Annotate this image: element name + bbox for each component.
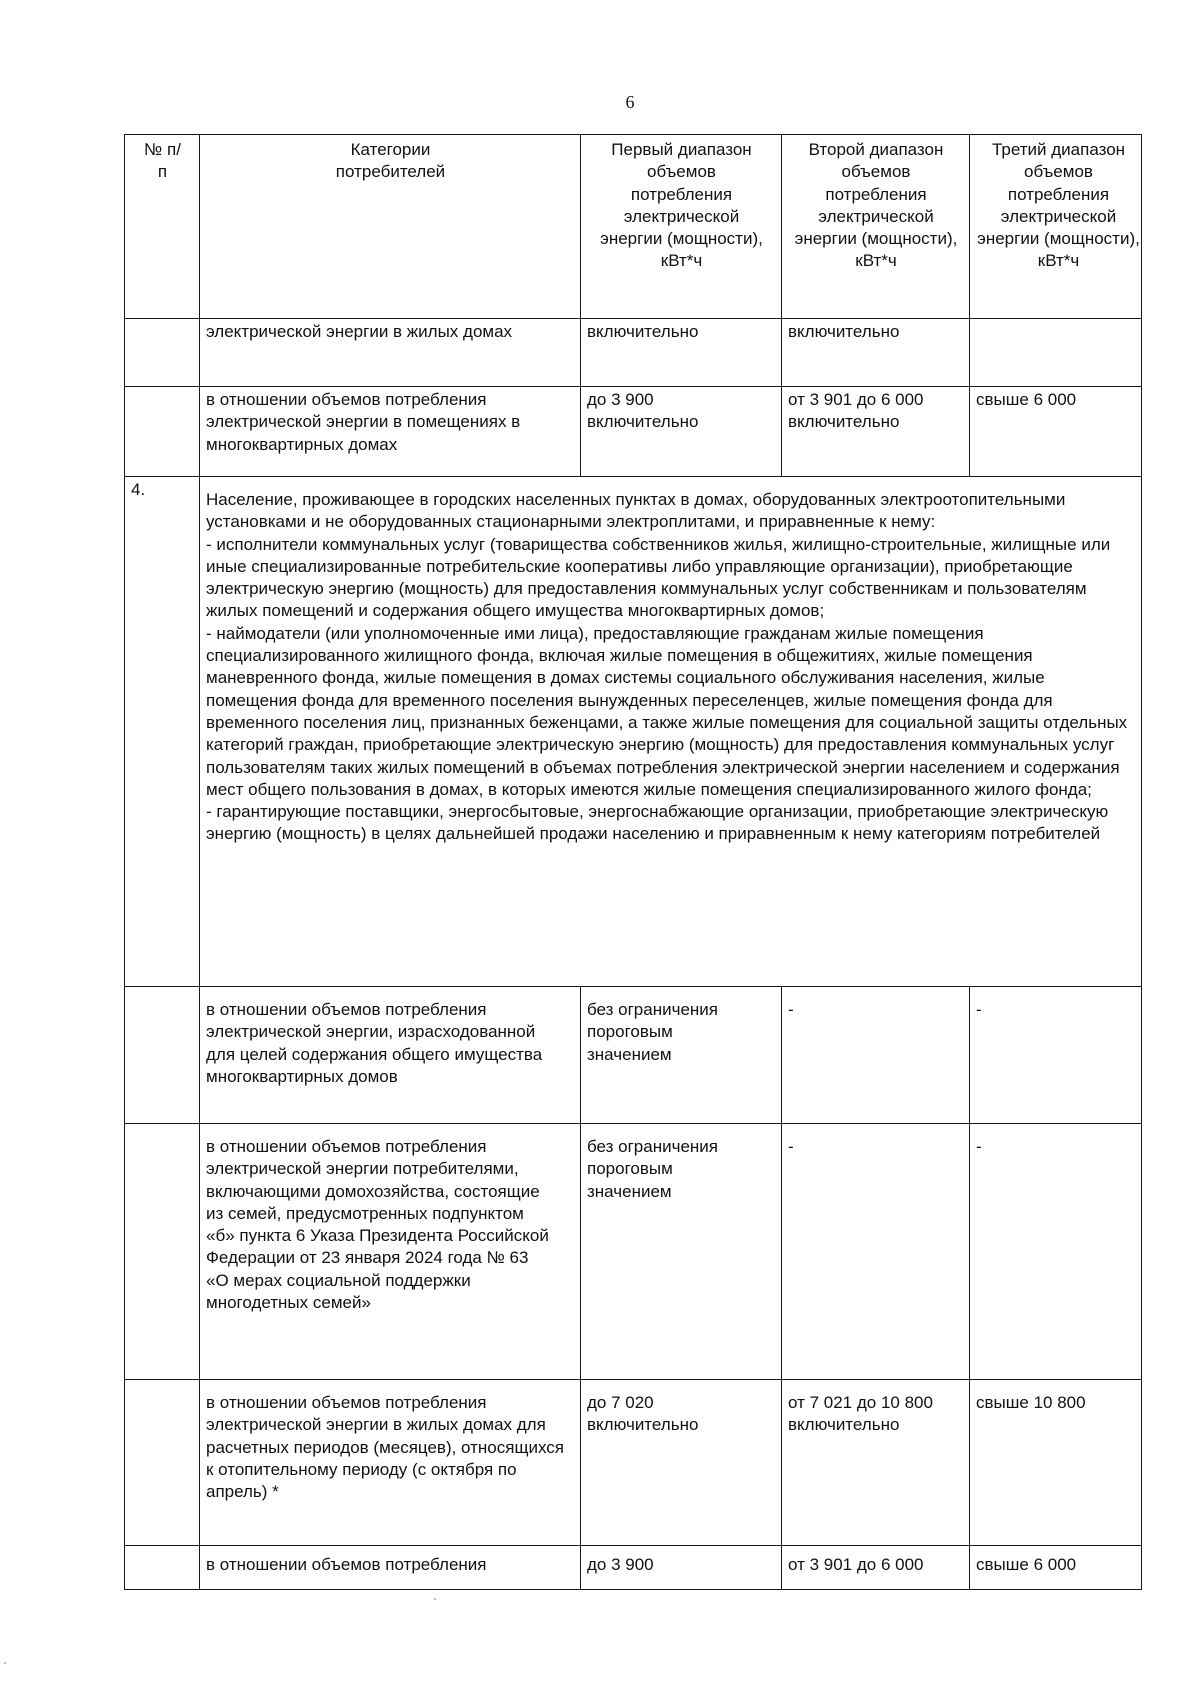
header-first-range: Первый диапазон объемов потребления электрической энергии (мощности), кВт*ч	[581, 135, 782, 319]
third-range-cell: -	[970, 1124, 1142, 1380]
section-4-description: Население, проживающее в городских населенных пунктах в домах, оборудованных электроотопительными установками и не оборудованных стационарными электроплитами, и приравненные к нему: - исполнители коммунальных услуг (товарищества собственников жилья, жилищно-строительные, жилищные или иные специализированные потребительские кооперативы либо управляющие организации), приобретающие электрическую энергию (мощность) для предоставления коммунальных услуг собственникам и пользователям жилых помещений и содержания общего имущества многоквартирных домов; - наймодатели (или уполномоченные ими лица), предоставляющие гражданам жилые помещения специализированного жилищного фонда, включая жилые помещения в общежитиях, жилые помещения маневренного фонда, жилые помещения в домах системы социального обслуживания населения, жилые помещения фонда для временного поселения вынужденных переселенцев, жилые помещения фонда для временного поселения лиц, признанных беженцами, а также жилые помещения для социальной защиты отдельных категорий граждан, приобретающие электрическую энергию (мощность) для предоставления коммунальных услуг пользователям таких жилых помещений в объемах потребления электрической энергии населением и содержания мест общего пользования в домах, в которых имеются жилые помещения специализированного жилого фонда; - гарантирующие поставщики, энергосбытовые, энергоснабжающие организации, приобретающие электрическую энергию (мощность) в целях дальнейшей продажи населению и приравненным к нему категориям потребителей	[200, 477, 1142, 987]
third-range-cell: свыше 6 000	[970, 387, 1142, 477]
first-range-cell: до 7 020 включительно	[581, 1380, 782, 1546]
table-row	[125, 1546, 1142, 1590]
scan-speck	[434, 1598, 436, 1600]
second-range-cell: -	[782, 987, 970, 1124]
row-number-cell	[125, 1546, 200, 1590]
section-number: 4.	[125, 477, 200, 987]
row-number-cell	[125, 319, 200, 387]
row-number-cell	[125, 387, 200, 477]
second-range-cell: -	[782, 1124, 970, 1380]
first-range-cell: без ограничения пороговым значением	[581, 987, 782, 1124]
second-range-cell: от 7 021 до 10 800 включительно	[782, 1380, 970, 1546]
category-cell: в отношении объемов потребления	[200, 1546, 581, 1590]
row-number-cell	[125, 1124, 200, 1380]
tariff-table	[124, 134, 1142, 1590]
first-range-cell: до 3 900	[581, 1546, 782, 1590]
category-cell: в отношении объемов потребления электрической энергии, израсходованной для целей содержания общего имущества многоквартирных домов	[200, 987, 581, 1124]
first-range-cell: без ограничения пороговым значением	[581, 1124, 782, 1380]
second-range-cell: включительно	[782, 319, 970, 387]
category-cell: в отношении объемов потребления электрической энергии потребителями, включающими домохозяйства, состоящие из семей, предусмотренных подпунктом «б» пункта 6 Указа Президента Российской Федерации от 23 января 2024 года № 63 «О мерах социальной поддержки многодетных семей»	[200, 1124, 581, 1380]
category-cell: в отношении объемов потребления электрической энергии в жилых домах для расчетных периодов (месяцев), относящихся к отопительному периоду (с октября по апрель) *	[200, 1380, 581, 1546]
third-range-cell	[970, 319, 1142, 387]
third-range-cell: свыше 6 000	[970, 1546, 1142, 1590]
second-range-cell: от 3 901 до 6 000 включительно	[782, 387, 970, 477]
scan-speck	[4, 1662, 6, 1664]
first-range-cell: включительно	[581, 319, 782, 387]
category-cell: в отношении объемов потребления электрической энергии в помещениях в многоквартирных домах	[200, 387, 581, 477]
row-number-cell	[125, 1380, 200, 1546]
table-header-row	[125, 135, 1142, 319]
section-4-row	[125, 477, 1142, 987]
table-row	[125, 1380, 1142, 1546]
table-row	[125, 987, 1142, 1124]
second-range-cell: от 3 901 до 6 000	[782, 1546, 970, 1590]
page-number: 6	[625, 92, 635, 112]
header-second-range: Второй диапазон объемов потребления электрической энергии (мощности), кВт*ч	[782, 135, 970, 319]
header-number: № п/п	[125, 135, 200, 319]
category-cell: электрической энергии в жилых домах	[200, 319, 581, 387]
table-row	[125, 1124, 1142, 1380]
third-range-cell: -	[970, 987, 1142, 1124]
row-number-cell	[125, 987, 200, 1124]
header-category: Категории потребителей	[200, 135, 581, 319]
third-range-cell: свыше 10 800	[970, 1380, 1142, 1546]
table-row	[125, 319, 1142, 387]
table-row	[125, 387, 1142, 477]
first-range-cell: до 3 900 включительно	[581, 387, 782, 477]
header-third-range: Третий диапазон объемов потребления электрической энергии (мощности), кВт*ч	[970, 135, 1142, 319]
